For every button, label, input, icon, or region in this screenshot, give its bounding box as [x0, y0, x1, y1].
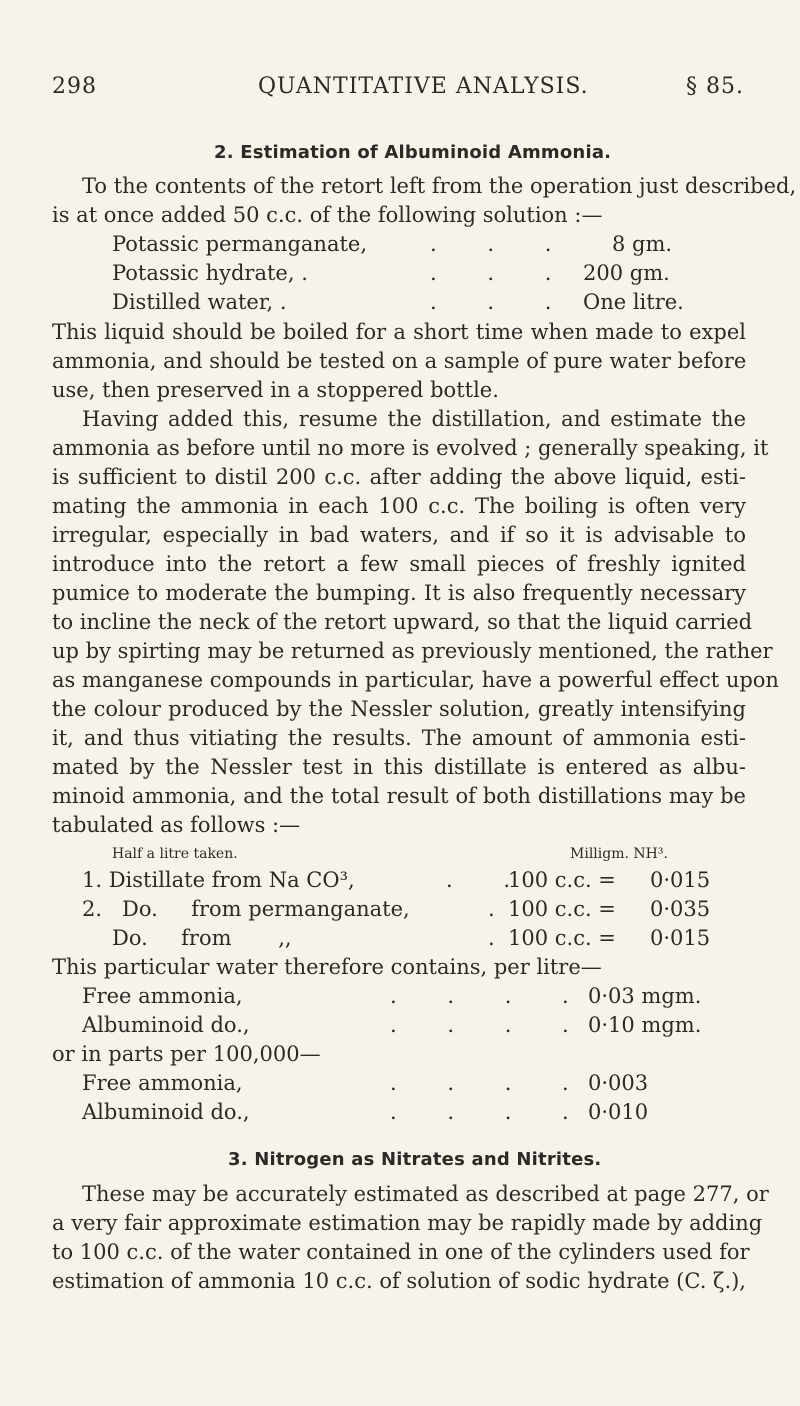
- table-row-value: 0·015: [650, 926, 711, 950]
- leader-dots: .: [488, 926, 495, 950]
- paragraph-line: estimation of ammonia 10 c.c. of solution of sodic hydrate (C. ζ.),: [52, 1269, 746, 1293]
- paragraph-line: These may be accurately estimated as described at page 277, or: [82, 1182, 769, 1206]
- result-value: 0·010: [588, 1100, 649, 1124]
- table-row-value: 0·015: [650, 868, 711, 892]
- leader-dots: . . . .: [390, 1100, 591, 1124]
- section-heading-nitrogen: 3. Nitrogen as Nitrates and Nitrites.: [228, 1149, 602, 1170]
- paragraph-line: ammonia as before until no more is evolved ; generally speaking, it: [52, 436, 769, 460]
- recipe-item-amount: 8 gm.: [612, 232, 673, 256]
- paragraph-line: irregular, especially in bad waters, and if so it is advisable to: [52, 523, 746, 547]
- recipe-item-name: Potassic permanganate,: [112, 232, 368, 256]
- table-row-value: 0·035: [650, 897, 711, 921]
- paragraph-line: use, then preserved in a stoppered bottle.: [52, 378, 499, 402]
- leader-dots: . . .: [430, 232, 574, 256]
- paragraph-line: up by spirting may be returned as previously mentioned, the rather: [52, 639, 773, 663]
- leader-dots: . . . .: [390, 984, 591, 1008]
- recipe-item-name: Distilled water, .: [112, 290, 287, 314]
- recipe-item-amount: 200 gm.: [583, 261, 670, 285]
- result-value: 0·03 mgm.: [588, 984, 702, 1008]
- result-value: 0·10 mgm.: [588, 1013, 702, 1037]
- section-heading-albuminoid: 2. Estimation of Albuminoid Ammonia.: [214, 142, 612, 163]
- paragraph-line: it, and thus vitiating the results. The amount of ammonia esti-: [52, 726, 746, 750]
- table-header-milligrams: Milligm. NH³.: [570, 846, 668, 862]
- paragraph-line: mated by the Nessler test in this distillate is entered as albu-: [52, 755, 746, 779]
- intro-line: To the contents of the retort left from the operation just described,: [82, 174, 797, 198]
- result-name: Albuminoid do.,: [82, 1013, 250, 1037]
- paragraph-line: mating the ammonia in each 100 c.c. The boiling is often very: [52, 494, 746, 518]
- table-header-volume: Half a litre taken.: [112, 846, 238, 862]
- recipe-item-name: Potassic hydrate, .: [112, 261, 308, 285]
- result-name: Free ammonia,: [82, 1071, 243, 1095]
- leader-dots: .: [488, 897, 495, 921]
- table-row-label: Do. from ,,: [112, 926, 292, 950]
- result-name: Albuminoid do.,: [82, 1100, 250, 1124]
- paragraph-line: as manganese compounds in particular, have a powerful effect upon: [52, 668, 779, 692]
- paragraph-line: This liquid should be boiled for a short time when made to expel: [52, 320, 746, 344]
- table-row-label: 2. Do. from permanganate,: [82, 897, 410, 921]
- paragraph-line: pumice to moderate the bumping. It is also frequently necessary: [52, 581, 746, 605]
- section-reference: § 85.: [686, 74, 744, 99]
- table-row-volume: 100 c.c. =: [508, 897, 616, 921]
- paragraph-line: is sufficient to distil 200 c.c. after adding the above liquid, esti-: [52, 465, 746, 489]
- page-number: 298: [52, 74, 97, 99]
- result-name: Free ammonia,: [82, 984, 243, 1008]
- table-row-volume: 100 c.c. =: [508, 868, 616, 892]
- contains-line: This particular water therefore contains, per litre—: [52, 955, 602, 979]
- paragraph-line: to 100 c.c. of the water contained in one of the cylinders used for: [52, 1240, 750, 1264]
- intro-line: is at once added 50 c.c. of the following solution :—: [52, 203, 603, 227]
- paragraph-line: introduce into the retort a few small pieces of freshly ignited: [52, 552, 746, 576]
- leader-dots: . . .: [430, 261, 574, 285]
- recipe-item-amount: One litre.: [583, 290, 684, 314]
- running-title: QUANTITATIVE ANALYSIS.: [258, 74, 589, 99]
- paragraph-line: Having added this, resume the distillation, and estimate the: [82, 407, 746, 431]
- leader-dots: . . . .: [390, 1071, 591, 1095]
- paragraph-line: to incline the neck of the retort upward, so that the liquid carried: [52, 610, 753, 634]
- paragraph-line: a very fair approximate estimation may be rapidly made by adding: [52, 1211, 763, 1235]
- table-row-volume: 100 c.c. =: [508, 926, 616, 950]
- parts-line: or in parts per 100,000—: [52, 1042, 321, 1066]
- leader-dots: . . . .: [390, 1013, 591, 1037]
- paragraph-line: tabulated as follows :—: [52, 813, 301, 837]
- table-row-label: 1. Distillate from Na CO³,: [82, 868, 355, 892]
- result-value: 0·003: [588, 1071, 649, 1095]
- paragraph-line: the colour produced by the Nessler solution, greatly intensifying: [52, 697, 746, 721]
- leader-dots: . .: [446, 868, 533, 892]
- paragraph-line: ammonia, and should be tested on a sample of pure water before: [52, 349, 747, 373]
- paragraph-line: minoid ammonia, and the total result of both distillations may be: [52, 784, 746, 808]
- leader-dots: . . .: [430, 290, 574, 314]
